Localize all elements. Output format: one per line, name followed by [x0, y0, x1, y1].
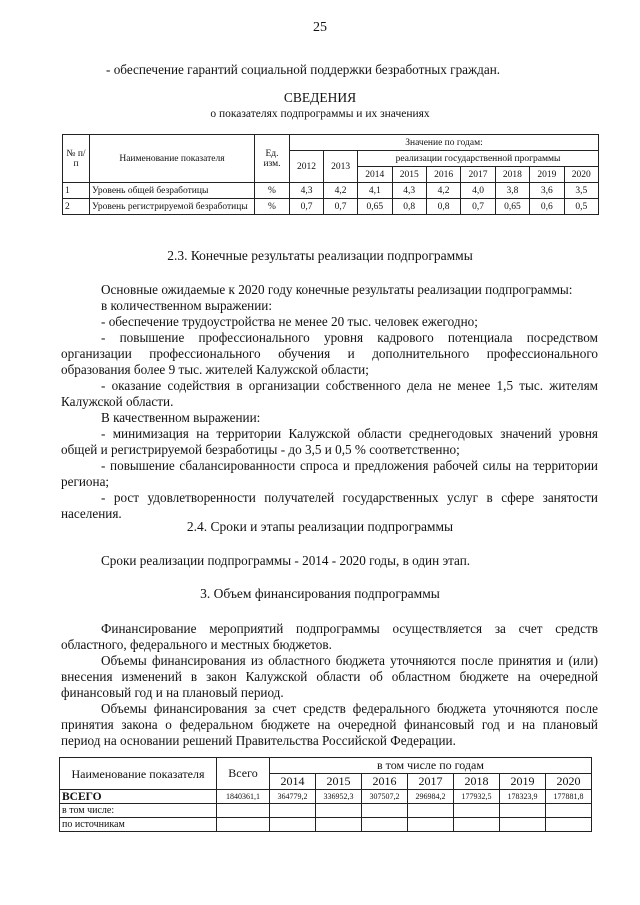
total-row-value: 177881,8 [546, 790, 592, 804]
row-value: 0,7 [461, 199, 495, 215]
col-name: Наименование показателя [60, 758, 217, 790]
total-row-value: 178323,9 [500, 790, 546, 804]
section-3-title: 3. Объем финансирования подпрограммы [200, 586, 440, 601]
para-line: - повышение сбалансированности спроса и предложения рабочей силы на территории [101, 458, 598, 473]
info-subtitle: о показателях подпрограммы и их значениях [210, 108, 430, 120]
para-line: региона; [61, 474, 110, 489]
para-line: Объемы финансирования из областного бюджета уточняются после принятия и (или) [101, 653, 598, 668]
row-value: 4,2 [324, 183, 358, 199]
row-incl: в том числе: [60, 804, 217, 818]
row-value: 0,5 [564, 199, 598, 215]
para-line: период на основании решений Правительства Российской Федерации. [61, 733, 456, 748]
col-name: Наименование показателя [90, 135, 255, 183]
year-2018: 2018 [454, 774, 500, 790]
col-unit: Ед. изм. [255, 135, 290, 183]
para-line: - минимизация на территории Калужской области среднегодовых значений уровня [101, 426, 598, 441]
para-line: организации профессионального обучения и дополнительного профессионального [61, 346, 598, 361]
total-row-value: 336952,3 [316, 790, 362, 804]
year-2014: 2014 [270, 774, 316, 790]
row-value: 0,7 [290, 199, 324, 215]
para-line: В качественном выражении: [101, 410, 261, 425]
year-2018: 2018 [495, 167, 529, 183]
year-2012: 2012 [290, 151, 324, 183]
col-total: Всего [217, 758, 270, 790]
row-unit: % [255, 199, 290, 215]
row-value: 4,1 [358, 183, 392, 199]
total-row-value: 364779,2 [270, 790, 316, 804]
row-name: Уровень общей безработицы [90, 183, 255, 199]
para-line: - обеспечение трудоустройства не менее 20 тыс. человек ежегодно; [101, 314, 478, 329]
para-line: в количественном выражении: [101, 298, 273, 313]
year-2015: 2015 [316, 774, 362, 790]
year-2017: 2017 [461, 167, 495, 183]
indicators-table [62, 134, 599, 215]
para-line: - повышение профессионального уровня кадрового потенциала посредством [101, 330, 598, 345]
row-value: 3,5 [564, 183, 598, 199]
year-2014: 2014 [358, 167, 392, 183]
year-2019: 2019 [530, 167, 564, 183]
year-2017: 2017 [408, 774, 454, 790]
row-name: Уровень регистрируемой безработицы [90, 199, 255, 215]
table-row [60, 790, 592, 804]
para-line: внесения изменений в закон Калужской области об областном бюджете на очередной [61, 669, 598, 684]
financing-table [59, 757, 592, 832]
col-program: реализации государственной программы [358, 151, 599, 167]
total-row-value: 177932,5 [454, 790, 500, 804]
table-row [60, 818, 592, 832]
section-24-title: 2.4. Сроки и этапы реализации подпрограммы [186, 519, 454, 534]
row-value: 0,7 [324, 199, 358, 215]
total-row-name: ВСЕГО [60, 790, 217, 804]
page-number: 25 [313, 20, 327, 35]
section-24-text: Сроки реализации подпрограммы - 2014 - 2020 годы, в один этап. [101, 553, 471, 568]
para-line: Основные ожидаемые к 2020 году конечные результаты реализации подпрограммы: [101, 282, 573, 297]
para-line: Калужской области. [61, 394, 174, 409]
para-line: общей и регистрируемой безработицы - до 3,5 и 0,5 % соответственно; [61, 442, 460, 457]
row-value: 4,2 [426, 183, 460, 199]
para-line: областного, федерального и местных бюджетов. [61, 637, 332, 652]
year-2015: 2015 [392, 167, 426, 183]
col-values: Значение по годам: [290, 135, 599, 151]
info-title: СВЕДЕНИЯ [283, 90, 357, 105]
year-2020: 2020 [564, 167, 598, 183]
para-line: - рост удовлетворенности получателей государственных услуг в сфере занятости [101, 490, 598, 505]
row-value: 3,8 [495, 183, 529, 199]
total-row-total: 1840361,1 [217, 790, 270, 804]
row-value: 4,3 [290, 183, 324, 199]
col-years: в том числе по годам [270, 758, 592, 774]
row-num: 2 [63, 199, 90, 215]
table-row [63, 199, 599, 215]
row-value: 4,0 [461, 183, 495, 199]
row-value: 0,8 [426, 199, 460, 215]
row-value: 0,8 [392, 199, 426, 215]
section-23-title: 2.3. Конечные результаты реализации подпрограммы [167, 248, 473, 263]
para-line: Объемы финансирования за счет средств федерального бюджета уточняются после [101, 701, 598, 716]
year-2019: 2019 [500, 774, 546, 790]
table-row [63, 183, 599, 199]
para-line: - оказание содействия в организации собственного дела не менее 1,5 тыс. жителям [101, 378, 598, 393]
para-line: принятия закона о федеральном бюджете на очередной финансовый год и на плановый [61, 717, 598, 732]
row-value: 4,3 [392, 183, 426, 199]
row-value: 3,6 [530, 183, 564, 199]
row-sources: по источникам [60, 818, 217, 832]
row-num: 1 [63, 183, 90, 199]
para-line: финансовый год и на плановый период. [61, 685, 284, 700]
top-line: - обеспечение гарантий социальной поддержки безработных граждан. [106, 62, 501, 77]
para-line: образования более 9 тыс. жителей Калужской области; [61, 362, 369, 377]
row-value: 0,65 [358, 199, 392, 215]
year-2016: 2016 [362, 774, 408, 790]
year-2020: 2020 [546, 774, 592, 790]
col-num: № п/п [63, 135, 90, 183]
total-row-value: 296984,2 [408, 790, 454, 804]
year-2016: 2016 [426, 167, 460, 183]
total-row-value: 307507,2 [362, 790, 408, 804]
table-row [60, 804, 592, 818]
row-value: 0,65 [495, 199, 529, 215]
row-value: 0,6 [530, 199, 564, 215]
year-2013: 2013 [324, 151, 358, 183]
para-line: Финансирование мероприятий подпрограммы осуществляется за счет средств [101, 621, 598, 636]
para-line: населения. [61, 506, 122, 521]
row-unit: % [255, 183, 290, 199]
